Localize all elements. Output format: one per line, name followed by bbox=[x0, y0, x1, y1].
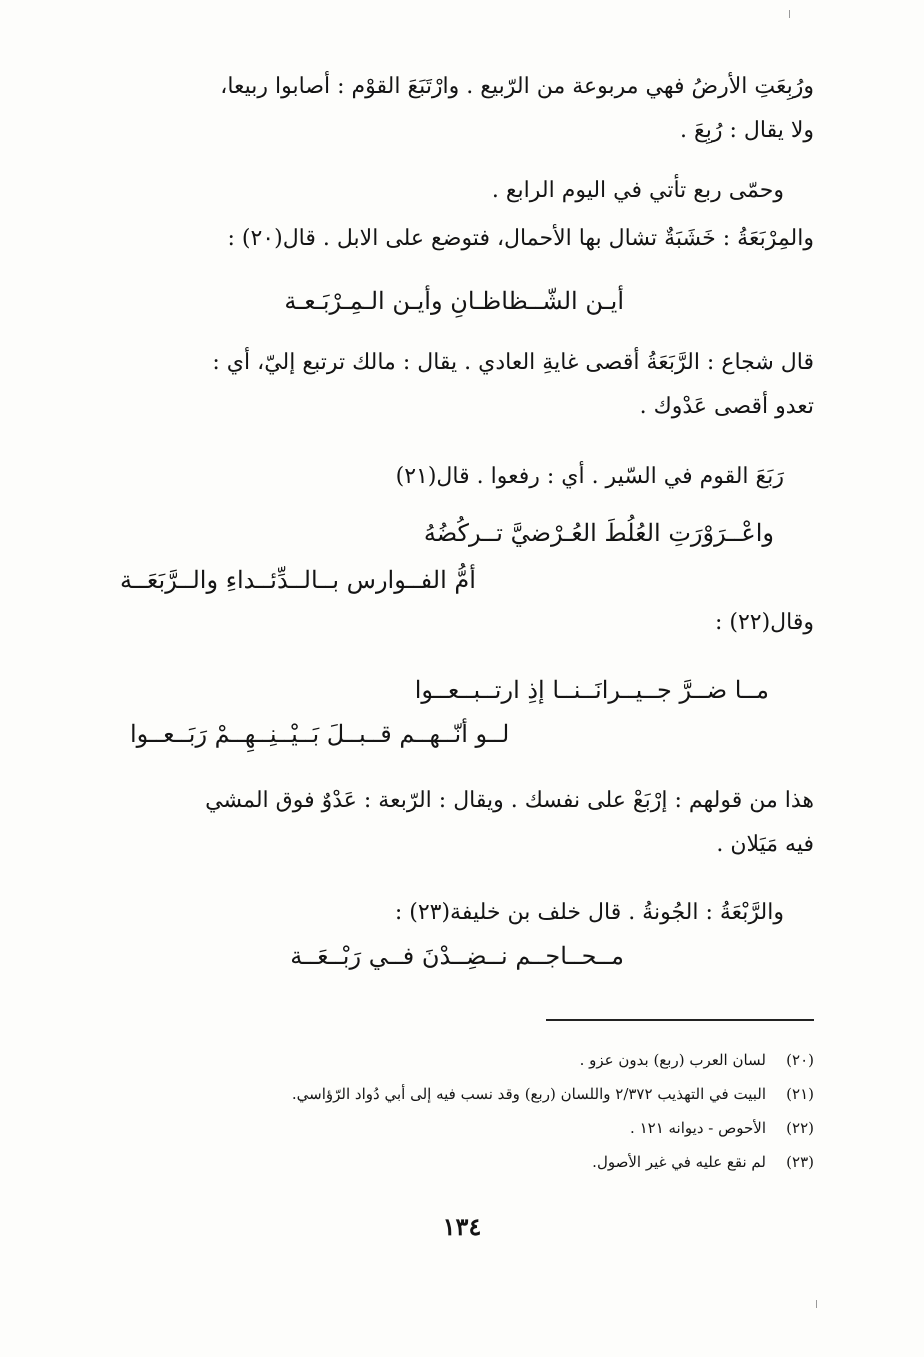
body-line-7: رَبَعَ القوم في السّير . أي : رفعوا . قال(٢١) bbox=[395, 464, 784, 489]
body-line-2: ولا يقال : رُبِعَ . bbox=[680, 118, 814, 143]
body-line-8: وقال(٢٢) : bbox=[714, 610, 814, 635]
body-line-9: هذا من قولهم : إرْبَعْ على نفسك . ويقال : الرّبعة : عَدْوٌ فوق المشي bbox=[205, 788, 814, 813]
scan-mark bbox=[816, 1300, 817, 1308]
footnote-number: (٢٣) bbox=[786, 1153, 814, 1171]
body-line-1: ورُبِعَتِ الأرضُ فهي مربوعة من الرّبيع . وارْتَبَعَ القوْم : أصابوا ربيعا، bbox=[220, 74, 814, 99]
verse-6: مــحــاجــم نــضِــدْنَ فــي رَبْــعَــة bbox=[290, 942, 624, 970]
footnote-text: البيت في التهذيب ٢/٣٧٢ واللسان (ربع) وقد نسب فيه إلى أبي دُواد الرّؤاسي. bbox=[291, 1085, 766, 1103]
footnote-number: (٢٠) bbox=[786, 1051, 814, 1069]
verse-4: مــا ضــرَّ جــيــرانَــنــا إذِ ارتــبــعــوا bbox=[414, 676, 769, 704]
body-line-11: والرَّبْعَةُ : الجُونةُ . قال خلف بن خليفة(٢٣) : bbox=[394, 900, 784, 925]
footnote-number: (٢٢) bbox=[786, 1119, 814, 1137]
verse-5: لــو أنّــهــم قــبــلَ بَــيْــنِــهِــمْ رَبَــعــوا bbox=[130, 720, 510, 748]
footnote-21 bbox=[292, 1082, 814, 1106]
body-line-4: والمِرْبَعَةُ : خَشَبَةٌ تشال بها الأحمال، فتوضع على الابل . قال(٢٠) : bbox=[227, 226, 814, 251]
body-line-5: قال شجاع : الرَّبَعَةُ أقصى غايةِ العادي . يقال : مالك ترتبع إليّ، أي : bbox=[212, 350, 814, 375]
footnote-23 bbox=[592, 1150, 814, 1174]
verse-1: أيـن الشّــظاظـانِ وأيـن الـمِـرْبَـعـة bbox=[284, 287, 624, 315]
footnote-text: لم نقع عليه في غير الأصول. bbox=[592, 1153, 766, 1171]
footnote-20 bbox=[580, 1048, 814, 1072]
body-line-3: وحمّى ربع تأتي في اليوم الرابع . bbox=[491, 178, 784, 203]
verse-2: واعْــرَوْرَتِ العُلُطَ العُـرْضيَّ تــركُضُهُ bbox=[423, 519, 774, 547]
verse-3: أمُّ الفــوارس بــالــدِّئــداءِ والــرَّبَعَــة bbox=[120, 566, 476, 594]
footnote-text: لسان العرب (ربع) بدون عزو . bbox=[579, 1051, 766, 1069]
footnote-22 bbox=[630, 1116, 814, 1140]
body-line-6: تعدو أقصى عَدْوك . bbox=[639, 394, 814, 419]
footnote-divider bbox=[546, 1019, 814, 1021]
scan-mark bbox=[789, 10, 790, 18]
body-line-10: فيه مَيَلان . bbox=[716, 832, 814, 857]
footnote-text: الأحوص - ديوانه ١٢١ . bbox=[630, 1119, 766, 1137]
footnote-number: (٢١) bbox=[786, 1085, 814, 1103]
page-number: ١٣٤ bbox=[442, 1212, 482, 1241]
